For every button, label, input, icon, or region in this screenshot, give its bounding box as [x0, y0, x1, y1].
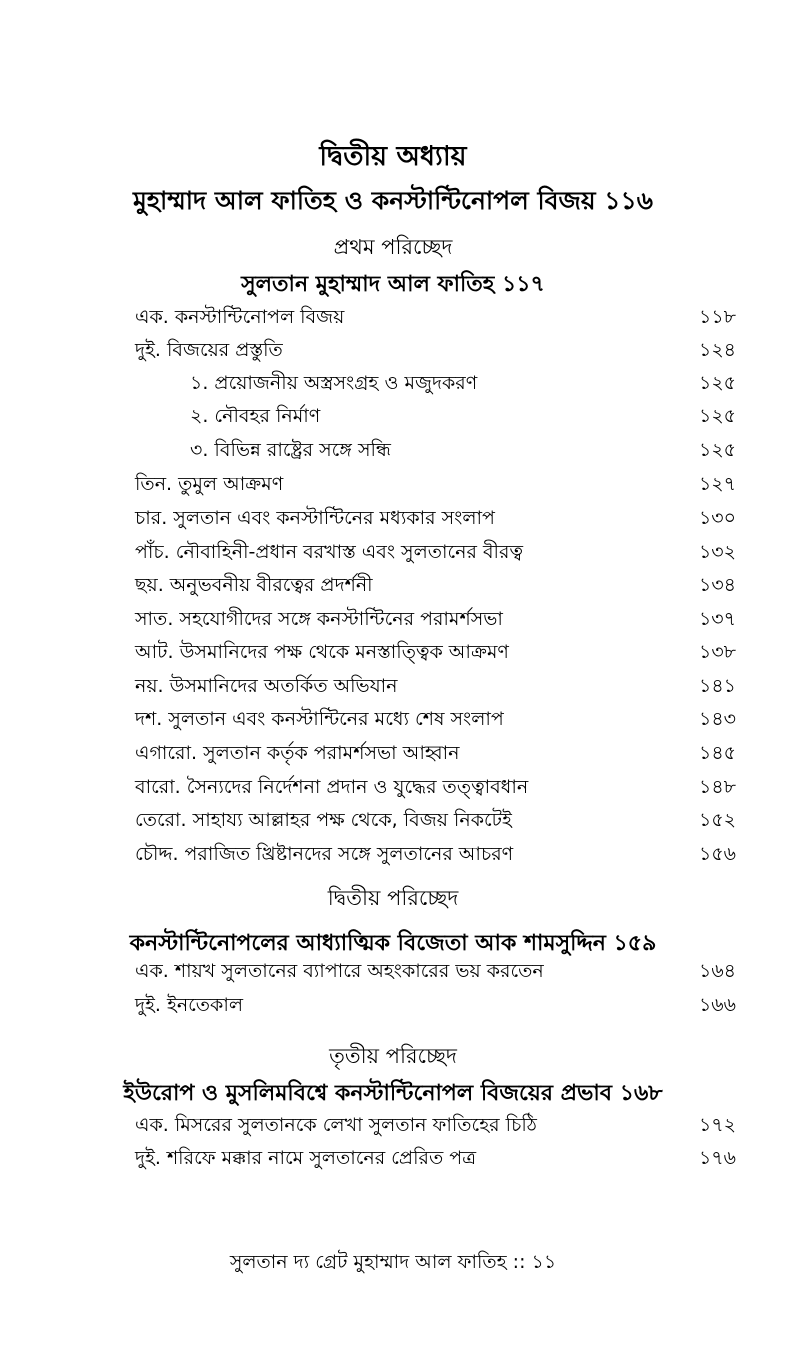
- entry-text: তিন. তুমুল আক্রমণ: [135, 473, 284, 495]
- entry-text: চার. সুলতান এবং কনস্টান্টিনের মধ্যকার সংলাপ: [135, 507, 495, 529]
- entry-page: ১৬৬: [698, 994, 736, 1016]
- entry-page: ১২৫: [698, 405, 736, 427]
- entry-text: দুই. শরিফে মক্কার নামে সুলতানের প্রেরিত পত্র: [135, 1147, 477, 1169]
- entry-text: এক. শায়খ সুলতানের ব্যাপারে অহংকারের ভয় করতেন: [135, 960, 544, 982]
- entry-text: দশ. সুলতান এবং কনস্টান্টিনের মধ্যে শেষ সংলাপ: [135, 708, 504, 730]
- toc-entry: [0, 954, 786, 988]
- entry-page: ১৪৮: [699, 776, 736, 798]
- chapter-label: দ্বিতীয় অধ্যায়: [319, 141, 467, 172]
- entry-page: ১১৮: [699, 306, 736, 328]
- entry-page: ১২৫: [698, 439, 736, 461]
- toc-entry: [0, 467, 786, 501]
- toc-entry: [0, 988, 786, 1022]
- section-2-label: দ্বিতীয় পরিচ্ছেদ: [327, 886, 459, 910]
- section-3-title: ইউরোপ ও মুসলিমবিশ্বে কনস্টান্টিনোপল বিজয়ের প্রভাব ১৬৮: [123, 1081, 663, 1106]
- entry-page: ১৪১: [699, 675, 736, 697]
- entry-text: এক. মিসরের সুলতানকে লেখা সুলতান ফাতিহের চিঠি: [135, 1114, 537, 1136]
- entry-page: ১৩৮: [698, 641, 736, 663]
- entry-page: ১৩৪: [698, 574, 736, 596]
- entry-page: ১৪৫: [699, 742, 736, 764]
- entry-text: সাত. সহযোগীদের সঙ্গে কনস্টান্টিনের পরামর্শসভা: [135, 608, 503, 630]
- toc-entry: [0, 300, 786, 334]
- toc-entry: [0, 1141, 786, 1175]
- toc-entry: [0, 803, 786, 837]
- toc-subentry: [0, 366, 786, 400]
- entry-text: দুই. বিজয়ের প্রস্তুতি: [135, 339, 283, 361]
- entry-text: বারো. সৈন্যদের নির্দেশনা প্রদান ও যুদ্ধের তত্ত্বাবধান: [135, 776, 529, 798]
- toc-entry: [0, 736, 786, 770]
- chapter-title: মুহাম্মাদ আল ফাতিহ ও কনস্টান্টিনোপল বিজয় ১১৬: [132, 186, 654, 215]
- entry-text: ১. প্রয়োজনীয় অস্ত্রসংগ্রহ ও মজুদকরণ: [190, 372, 478, 394]
- toc-entry: [0, 602, 786, 636]
- toc-entry: [0, 837, 786, 871]
- toc-subentry: [0, 399, 786, 433]
- entry-text: চৌদ্দ. পরাজিত খ্রিষ্টানদের সঙ্গে সুলতানের আচরণ: [135, 843, 514, 865]
- entry-text: এগারো. সুলতান কর্তৃক পরামর্শসভা আহ্বান: [135, 742, 460, 764]
- entry-text: দুই. ইনতেকাল: [135, 994, 244, 1016]
- toc-entry: [0, 568, 786, 602]
- entry-page: ১৬৪: [698, 960, 736, 982]
- entry-text: আট. উসমানিদের পক্ষ থেকে মনস্তাত্ত্বিক আক্রমণ: [135, 641, 509, 663]
- entry-page: ১৪৩: [698, 708, 736, 730]
- toc-entry: [0, 635, 786, 669]
- entry-page: ১৩৭: [698, 608, 736, 630]
- toc-entry: [0, 770, 786, 804]
- toc-entry: [0, 702, 786, 736]
- toc-entry: [0, 535, 786, 569]
- entry-text: নয়. উসমানিদের অতর্কিত অভিযান: [135, 675, 398, 697]
- entry-text: ২. নৌবহর নির্মাণ: [190, 405, 321, 427]
- toc-subentry: [0, 433, 786, 467]
- entry-page: ১৭২: [698, 1114, 736, 1136]
- entry-page: ১৩০: [698, 507, 736, 529]
- entry-text: এক. কনস্টান্টিনোপল বিজয়: [135, 306, 345, 328]
- entry-page: ১৭৬: [698, 1147, 736, 1169]
- entry-text: ছয়. অনুভবনীয় বীরত্বের প্রদর্শনী: [135, 574, 373, 596]
- toc-entry: [0, 333, 786, 367]
- section-1-title: সুলতান মুহাম্মাদ আল ফাতিহ ১১৭: [241, 272, 545, 297]
- entry-text: তেরো. সাহায্য আল্লাহর পক্ষ থেকে, বিজয় নিকটেই: [135, 809, 512, 831]
- entry-text: ৩. বিভিন্ন রাষ্ট্রের সঙ্গে সন্ধি: [190, 439, 391, 461]
- entry-page: ১২৪: [698, 339, 736, 361]
- toc-entry: [0, 669, 786, 703]
- entry-page: ১৫৬: [698, 843, 736, 865]
- section-2-title: কনস্টান্টিনোপলের আধ্যাত্মিক বিজেতা আক শামসুদ্দিন ১৫৯: [129, 931, 657, 956]
- running-footer: সুলতান দ্য গ্রেট মুহাম্মাদ আল ফাতিহ :: ১১: [229, 1251, 557, 1273]
- entry-page: ১৩২: [698, 541, 736, 563]
- entry-page: ১২৫: [698, 372, 736, 394]
- entry-page: ১২৭: [698, 473, 736, 495]
- entry-page: ১৫২: [698, 809, 736, 831]
- section-1-label: প্রথম পরিচ্ছেদ: [333, 235, 453, 259]
- toc-entry: [0, 1108, 786, 1142]
- section-3-label: তৃতীয় পরিচ্ছেদ: [329, 1044, 457, 1068]
- entry-text: পাঁচ. নৌবাহিনী-প্রধান বরখাস্ত এবং সুলতানের বীরত্ব: [135, 541, 523, 563]
- toc-entry: [0, 501, 786, 535]
